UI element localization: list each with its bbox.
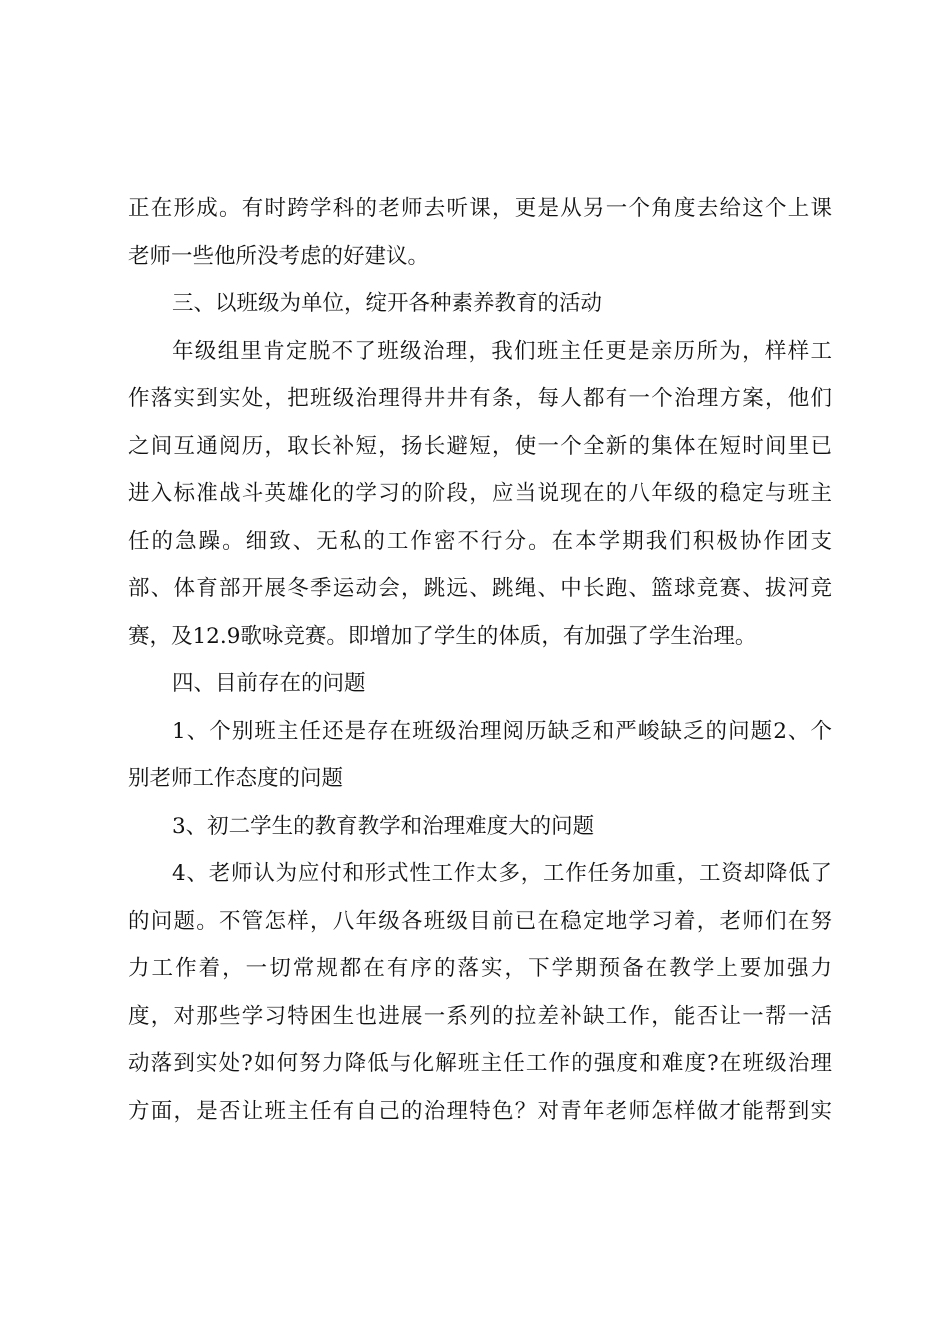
body-line-7: 进入标准战斗英雄化的学习的阶段，应当说现在的八年级的稳定与班主 <box>128 481 832 506</box>
body-line-19: 动落到实处?如何努力降低与化解班主任工作的强度和难度?在班级治理 <box>128 1051 832 1076</box>
body-line-6: 之间互通阅历，取长补短，扬长避短，使一个全新的集体在短时间里已 <box>128 433 832 459</box>
body-line-5: 作落实到实处，把班级治理得井井有条，每人都有一个治理方案，他们 <box>128 386 832 411</box>
body-line-2: 老师一些他所没考虑的好建议。 <box>128 243 430 269</box>
body-line-10: 赛，及12.9歌咏竞赛。即增加了学生的体质，有加强了学生治理。 <box>128 623 757 649</box>
body-line-4: 年级组里肯定脱不了班级治理，我们班主任更是亲历所为，样样工 <box>172 338 832 364</box>
section-heading-3: 三、以班级为单位，绽开各种素养教育的活动 <box>172 291 603 316</box>
section-heading-4: 四、目前存在的问题 <box>172 671 366 696</box>
body-line-1: 正在形成。有时跨学科的老师去听课，更是从另一个角度去给这个上课 <box>128 196 832 221</box>
body-line-15: 4、老师认为应付和形式性工作太多，工作任务加重，工资却降低了 <box>172 861 832 886</box>
body-line-13: 别老师工作态度的问题 <box>128 766 344 791</box>
body-line-8: 任的急躁。细致、无私的工作密不行分。在本学期我们积极协作团支 <box>128 528 832 554</box>
body-line-12: 1、个别班主任还是存在班级治理阅历缺乏和严峻缺乏的问题2、个 <box>172 718 832 744</box>
body-line-9: 部、体育部开展冬季运动会，跳远、跳绳、中长跑、篮球竞赛、拔河竞 <box>128 576 832 601</box>
body-line-17: 力工作着，一切常规都在有序的落实，下学期预备在教学上要加强力 <box>128 956 832 981</box>
body-line-16: 的问题。不管怎样，八年级各班级目前已在稳定地学习着，老师们在努 <box>128 908 832 934</box>
body-line-14: 3、初二学生的教育教学和治理难度大的问题 <box>172 813 595 839</box>
body-line-20: 方面，是否让班主任有自己的治理特色？对青年老师怎样做才能帮到实 <box>128 1098 832 1124</box>
document-body <box>128 185 832 1135</box>
body-line-18: 度，对那些学习特困生也进展一系列的拉差补缺工作，能否让一帮一活 <box>128 1003 832 1029</box>
